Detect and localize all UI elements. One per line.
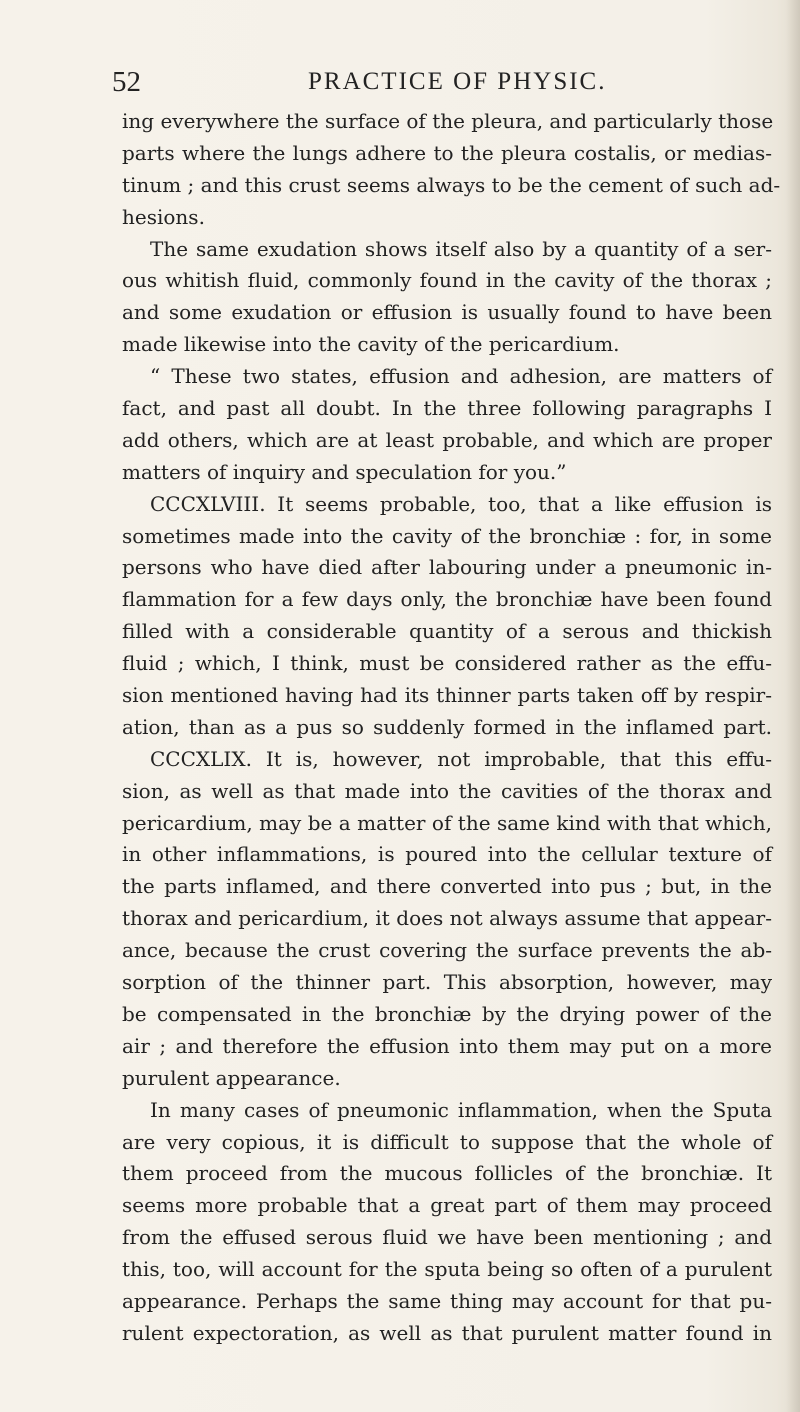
text-line: purulent appearance.: [122, 1065, 341, 1090]
text-line: filled with a considerable quantity of a serous and thickish: [122, 619, 772, 644]
paragraph-start-line: CCCXLIX. It is, however, not improbable, that this effu-: [150, 746, 772, 771]
text-line: flammation for a few days only, the bronchiæ have been found: [122, 587, 772, 612]
text-line: persons who have died after labouring under a pneumonic in-: [122, 555, 772, 580]
text-line: appearance. Perhaps the same thing may account for that pu-: [122, 1288, 772, 1313]
text-line: ous whitish fluid, commonly found in the cavity of the thorax ;: [122, 268, 772, 293]
text-line: hesions.: [122, 204, 205, 229]
running-head: PRACTICE OF PHYSIC.: [308, 68, 607, 95]
text-line: them proceed from the mucous follicles of the bronchiæ. It: [122, 1161, 772, 1186]
text-line: matters of inquiry and speculation for you.”: [122, 459, 567, 484]
text-line: parts where the lungs adhere to the pleura costalis, or medias-: [122, 140, 772, 165]
text-line: seems more probable that a great part of them may proceed: [122, 1193, 772, 1218]
text-line: this, too, will account for the sputa being so often of a purulent: [122, 1257, 772, 1282]
text-line: fluid ; which, I think, must be considered rather as the effu-: [122, 651, 772, 676]
text-line: are very copious, it is difficult to suppose that the whole of: [122, 1129, 772, 1154]
paragraph-start-line: In many cases of pneumonic inflammation, when the Sputa: [150, 1097, 772, 1122]
text-line: made likewise into the cavity of the pericardium.: [122, 332, 620, 357]
text-line: from the effused serous fluid we have been mentioning ; and: [122, 1225, 772, 1250]
text-line: ing everywhere the surface of the pleura, and particularly those: [122, 109, 774, 133]
paragraph-start-line: “ These two states, effusion and adhesion, are matters of: [150, 364, 772, 389]
body-text: [122, 106, 781, 1350]
text-line: rulent expectoration, as well as that purulent matter found in: [122, 1320, 772, 1345]
page-edge-shadow: [786, 0, 800, 1412]
text-line: sion mentioned having had its thinner parts taken off by respir-: [122, 683, 772, 708]
text-line: and some exudation or effusion is usually found to have been: [122, 300, 772, 325]
text-line: pericardium, may be a matter of the same kind with that which,: [122, 810, 772, 835]
text-line: sometimes made into the cavity of the bronchiæ : for, in some: [122, 523, 772, 548]
text-line: add others, which are at least probable, and which are proper: [122, 427, 772, 452]
text-line: fact, and past all doubt. In the three following paragraphs I: [122, 396, 772, 421]
text-line: air ; and therefore the effusion into them may put on a more: [122, 1033, 772, 1058]
text-line: ation, than as a pus so suddenly formed in the inflamed part.: [122, 714, 772, 739]
text-line: sion, as well as that made into the cavities of the thorax and: [122, 778, 772, 803]
text-line: the parts inflamed, and there converted into pus ; but, in the: [122, 874, 772, 899]
page-number: 52: [112, 66, 141, 98]
page-header: [112, 64, 772, 100]
paragraph-start-line: CCCXLVIII. It seems probable, too, that a like effusion is: [150, 491, 772, 516]
paragraph-start-line: The same exudation shows itself also by a quantity of a ser-: [150, 236, 772, 261]
text-line: be compensated in the bronchiæ by the drying power of the: [122, 1001, 772, 1026]
text-line: sorption of the thinner part. This absorption, however, may: [122, 970, 772, 995]
text-line: thorax and pericardium, it does not always assume that appear-: [122, 906, 772, 931]
text-line: ance, because the crust covering the surface prevents the ab-: [122, 938, 772, 963]
text-line: in other inflammations, is poured into the cellular texture of: [122, 842, 772, 867]
text-line: tinum ; and this crust seems always to be the cement of such ad-: [122, 172, 781, 197]
